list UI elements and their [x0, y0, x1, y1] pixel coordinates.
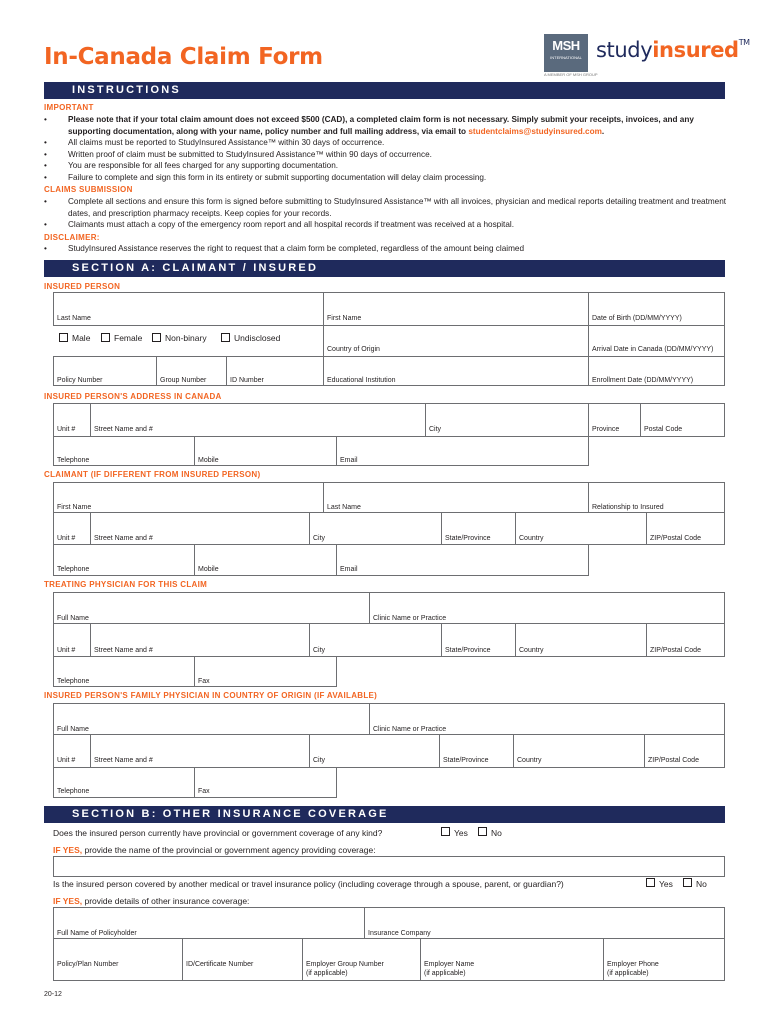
family-physician-telephone-label: Telephone — [57, 788, 90, 795]
claimant-country-label: Country — [519, 535, 544, 542]
policy-number-label: Policy Number — [57, 377, 103, 384]
address-city-field[interactable] — [425, 403, 589, 437]
non-binary-checkbox[interactable] — [152, 333, 161, 342]
claims-email-link[interactable]: studentclaims@studyinsured.com — [468, 126, 602, 136]
claimant-unit-label: Unit # — [57, 535, 76, 542]
studyinsured-logo — [596, 38, 750, 62]
physician-country-label: Country — [519, 647, 544, 654]
female-checkbox[interactable] — [101, 333, 110, 342]
submission-label: CLAIMS SUBMISSION — [44, 185, 133, 194]
instructions-bar: INSTRUCTIONS — [44, 82, 725, 99]
important-item: You are responsible for all fees charged for any supporting documentation. — [68, 161, 339, 171]
claimant-state-label: State/Province — [445, 535, 491, 542]
id-certificate-label: ID/Certificate Number — [186, 961, 254, 968]
employer-group-note: (if applicable) — [306, 970, 348, 977]
disclaimer-list: • StudyInsured Assistance reserves the right to request that a claim form be completed, regardless of the amount being claimed — [44, 243, 734, 255]
family-physician-clinic-label: Clinic Name or Practice — [373, 726, 447, 733]
claimant-street-label: Street Name and # — [94, 535, 153, 542]
q2-yes-checkbox[interactable] — [646, 878, 655, 887]
physician-city-field[interactable] — [309, 623, 442, 657]
brand-part1: study — [596, 38, 653, 62]
claimant-email-label: Email — [340, 566, 358, 573]
employer-name-note: (if applicable) — [424, 970, 466, 977]
form-code: 20-12 — [44, 991, 62, 998]
q2-text: Is the insured person covered by another medical or travel insurance policy (including coverage through a spouse, parent, or guardian?) — [53, 879, 564, 889]
plan-number-label: Policy/Plan Number — [57, 961, 119, 968]
brand-tm: TM — [738, 38, 750, 47]
claimant-zip-label: ZIP/Postal Code — [650, 535, 701, 542]
group-number-label: Group Number — [160, 377, 207, 384]
msh-logo-text: MSH — [552, 38, 580, 53]
physician-zip-label: ZIP/Postal Code — [650, 647, 701, 654]
country-of-origin-label: Country of Origin — [327, 346, 380, 353]
physician-unit-label: Unit # — [57, 647, 76, 654]
last-name-label: Last Name — [57, 315, 91, 322]
enrollment-date-label: Enrollment Date (DD/MM/YYYY) — [592, 377, 694, 384]
address-email-field[interactable] — [336, 436, 589, 466]
claimant-telephone-label: Telephone — [57, 566, 90, 573]
family-physician-fax-label: Fax — [198, 788, 210, 795]
physician-fax-field[interactable] — [194, 656, 337, 687]
female-label: Female — [114, 333, 143, 343]
section-a-bar: SECTION A: CLAIMANT / INSURED — [44, 260, 725, 277]
last-name-field[interactable] — [53, 292, 324, 326]
claimant-city-label: City — [313, 535, 326, 542]
msh-logo-tagline: A MEMBER OF MSH GROUP — [544, 72, 598, 77]
physician-city-label: City — [313, 647, 326, 654]
family-physician-heading: INSURED PERSON'S FAMILY PHYSICIAN IN COUNTRY OF ORIGIN (IF AVAILABLE) — [44, 691, 378, 700]
submission-item: Claimants must attach a copy of the emergency room report and all hospital records if treatment was received at a hospital. — [68, 220, 514, 230]
insured-person-heading: INSURED PERSON — [44, 282, 121, 291]
section-b-bar: SECTION B: OTHER INSURANCE COVERAGE — [44, 806, 725, 823]
family-physician-city-label: City — [313, 757, 326, 764]
first-name-label: First Name — [327, 315, 362, 322]
q1-yes-checkbox[interactable] — [441, 827, 450, 836]
male-label: Male — [72, 333, 91, 343]
q1-no-checkbox[interactable] — [478, 827, 487, 836]
address-mobile-label: Mobile — [198, 457, 219, 464]
address-email-label: Email — [340, 457, 358, 464]
government-agency-field[interactable] — [53, 856, 725, 877]
family-physician-street-label: Street Name and # — [94, 757, 153, 764]
brand-part2: insured — [652, 38, 739, 62]
family-physician-country-label: Country — [517, 757, 542, 764]
family-physician-full-name-label: Full Name — [57, 726, 89, 733]
id-number-label: ID Number — [230, 377, 264, 384]
q1-yes-label: Yes — [454, 828, 468, 838]
disclaimer-label: DISCLAIMER: — [44, 233, 100, 242]
employer-name-label: Employer Name — [424, 961, 475, 968]
claimant-city-field[interactable] — [309, 512, 442, 545]
claimant-email-field[interactable] — [336, 544, 589, 576]
family-physician-city-field[interactable] — [309, 734, 440, 768]
family-physician-state-label: State/Province — [443, 757, 489, 764]
employer-phone-note: (if applicable) — [607, 970, 649, 977]
physician-full-name-label: Full Name — [57, 615, 89, 622]
address-province-label: Province — [592, 426, 620, 433]
claimant-heading: CLAIMANT (IF DIFFERENT FROM INSURED PERSON) — [44, 470, 261, 479]
plan-number-field[interactable] — [53, 938, 183, 981]
claimant-first-name-field[interactable] — [53, 482, 324, 513]
non-binary-label: Non-binary — [165, 333, 207, 343]
physician-clinic-label: Clinic Name or Practice — [373, 615, 447, 622]
first-name-field[interactable] — [323, 292, 589, 326]
employer-group-label: Employer Group Number — [306, 961, 384, 968]
undisclosed-label: Undisclosed — [234, 333, 281, 343]
insurance-company-label: Insurance Company — [368, 930, 431, 937]
family-physician-fax-field[interactable] — [194, 767, 337, 798]
important-lead: Please note that if your total claim amount does not exceed $500 (CAD), a completed claim form is not necessary. Simply submit your receipts, invoices, and any supporting documentation, along with your name, policy number and full mailing address, via email to — [68, 115, 694, 136]
address-postal-label: Postal Code — [644, 426, 683, 433]
q2-no-checkbox[interactable] — [683, 878, 692, 887]
arrival-date-label: Arrival Date in Canada (DD/MM/YYYY) — [592, 346, 714, 353]
physician-full-name-field[interactable] — [53, 592, 370, 624]
q1-text: Does the insured person currently have provincial or government coverage of any kind? — [53, 828, 383, 838]
physician-fax-label: Fax — [198, 678, 210, 685]
educational-institution-label: Educational Institution — [327, 377, 396, 384]
msh-logo-sub: INTERNATIONAL — [550, 55, 582, 60]
disclaimer-item: StudyInsured Assistance reserves the right to request that a claim form be completed, regardless of the amount being claimed — [68, 244, 525, 253]
claimant-relationship-label: Relationship to Insured — [592, 504, 664, 511]
claimant-mobile-label: Mobile — [198, 566, 219, 573]
submission-list: • Complete all sections and ensure this form is signed before submitting to StudyInsured Assistance™ with all invoices, physician and medical reports detailing treatment and treatment dates, and prescription pharmacy receipts. Keep copies for your records. • Claimants must attach a copy of the emergency room report and all hospital records if treatment was received at a hospital. — [44, 196, 734, 231]
q1-no-label: No — [491, 828, 502, 838]
q2-no-label: No — [696, 879, 707, 889]
id-certificate-field[interactable] — [182, 938, 303, 981]
male-checkbox[interactable] — [59, 333, 68, 342]
claimant-last-name-label: Last Name — [327, 504, 361, 511]
address-telephone-label: Telephone — [57, 457, 90, 464]
physician-street-label: Street Name and # — [94, 647, 153, 654]
important-list: • Please note that if your total claim amount does not exceed $500 (CAD), a completed claim form is not necessary. Simply submit your receipts, invoices, and any supporting documentation, along with your name, policy number and full mailing address, via email to studentclaims@studyinsured.com. • All claims must be reported to StudyInsured Assistance™ within 30 days of occurrence. • Written proof of claim must be submitted to StudyInsured Assistance™ within 90 days of occurrence. • You are responsible for all fees charged for any supporting documentation. • Failure to complete and sign this form in its entirety or submit supporting documentation will delay claim processing. — [44, 114, 734, 184]
address-unit-label: Unit # — [57, 426, 76, 433]
important-item: Written proof of claim must be submitted to StudyInsured Assistance™ within 90 days of occurrence. — [68, 149, 432, 159]
dob-label: Date of Birth (DD/MM/YYYY) — [592, 315, 682, 322]
undisclosed-checkbox[interactable] — [221, 333, 230, 342]
claimant-first-name-label: First Name — [57, 504, 92, 511]
q1-followup: IF YES, provide the name of the provincial or government agency providing coverage: — [53, 845, 376, 855]
important-label: IMPORTANT — [44, 103, 94, 112]
msh-logo — [544, 34, 588, 72]
claimant-last-name-field[interactable] — [323, 482, 589, 513]
family-physician-zip-label: ZIP/Postal Code — [648, 757, 699, 764]
physician-telephone-label: Telephone — [57, 678, 90, 685]
family-physician-unit-label: Unit # — [57, 757, 76, 764]
important-item: All claims must be reported to StudyInsured Assistance™ within 30 days of occurrence. — [68, 138, 385, 148]
policyholder-label: Full Name of Policyholder — [57, 930, 137, 937]
physician-state-label: State/Province — [445, 647, 491, 654]
q2-followup: IF YES, provide details of other insurance coverage: — [53, 896, 250, 906]
physician-heading: TREATING PHYSICIAN FOR THIS CLAIM — [44, 580, 208, 589]
address-city-label: City — [429, 426, 442, 433]
employer-phone-label: Employer Phone — [607, 961, 659, 968]
address-street-label: Street Name and # — [94, 426, 153, 433]
submission-item: Complete all sections and ensure this form is signed before submitting to StudyInsured Assistance™ with all invoices, physician and medical reports detailing treatment and treatment dates, and prescription pharmacy receipts. Keep copies for your records. — [68, 197, 727, 218]
family-physician-full-name-field[interactable] — [53, 703, 370, 735]
important-item: Failure to complete and sign this form in its entirety or submit supporting documentation will delay claim processing. — [68, 172, 487, 182]
address-heading: INSURED PERSON'S ADDRESS IN CANADA — [44, 392, 222, 401]
page-title: In-Canada Claim Form — [44, 44, 323, 70]
q2-yes-label: Yes — [659, 879, 673, 889]
